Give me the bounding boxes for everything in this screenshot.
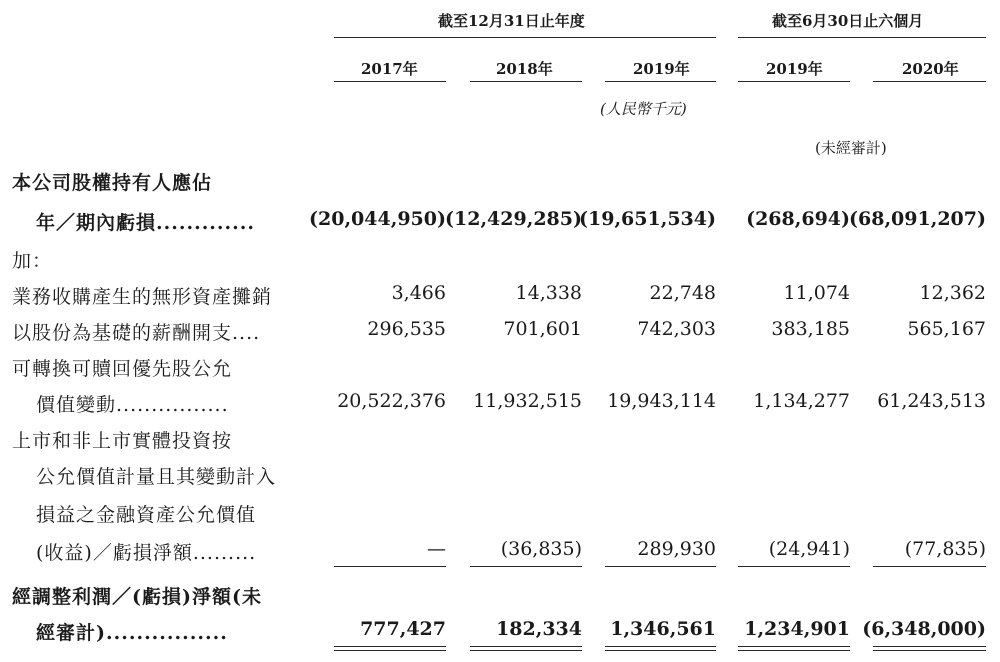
year-rule-2020-h1	[873, 81, 986, 82]
value-fv-investments-2017: —	[427, 538, 446, 560]
value-amortization-2017: 3,466	[391, 282, 446, 304]
row-label-fv-investments-line1: 上市和非上市實體投資按	[12, 430, 233, 452]
value-loss-2019: (19,651,534)	[579, 208, 716, 230]
value-share-comp-2020-h1: 565,167	[907, 318, 986, 340]
header-group-year-end: 截至12月31日止年度	[438, 12, 585, 30]
value-fv-investments-2020-h1: (77,835)	[904, 538, 986, 560]
header-group-six-months-rule	[738, 37, 986, 38]
year-rule-2018	[470, 81, 582, 82]
value-fv-preferred-2019-h1: 1,134,277	[753, 390, 850, 412]
row-label-amortization: 業務收購產生的無形資產攤銷	[12, 286, 273, 308]
subtotal-rule-2019	[605, 566, 716, 567]
value-fv-investments-2019: 289,930	[637, 538, 716, 560]
subtotal-rule-2018	[470, 566, 582, 567]
value-share-comp-2017: 296,535	[367, 318, 446, 340]
total-double-rule-2017	[334, 646, 446, 651]
row-label-add: 加：	[12, 250, 53, 272]
value-adjusted-2017: 777,427	[360, 618, 446, 640]
subtotal-rule-2017	[334, 566, 446, 567]
value-loss-2020-h1: (68,091,207)	[849, 208, 986, 230]
value-fv-preferred-2019: 19,943,114	[607, 390, 716, 412]
value-share-comp-2018: 701,601	[503, 318, 582, 340]
year-header-2019-h1: 2019年	[766, 60, 823, 78]
subtotal-rule-2020-h1	[873, 566, 986, 567]
year-rule-2019-h1	[738, 81, 850, 82]
value-loss-2018: (12,429,285)	[445, 208, 582, 230]
value-adjusted-2019-h1: 1,234,901	[744, 618, 850, 640]
year-rule-2017	[334, 81, 446, 82]
header-group-year-end-rule	[334, 37, 716, 38]
value-fv-preferred-2020-h1: 61,243,513	[877, 390, 986, 412]
value-share-comp-2019-h1: 383,185	[771, 318, 850, 340]
unaudited-note: (未經審計)	[815, 139, 887, 157]
year-rule-2019	[605, 81, 716, 82]
value-fv-investments-2019-h1: (24,941)	[768, 538, 850, 560]
total-double-rule-2019	[605, 646, 716, 651]
value-fv-preferred-2018: 11,932,515	[473, 390, 582, 412]
row-label-share-comp: 以股份為基礎的薪酬開支....	[12, 322, 261, 344]
value-loss-2019-h1: (268,694)	[746, 208, 850, 230]
currency-unit: (人民幣千元)	[600, 100, 687, 118]
value-adjusted-2018: 182,334	[496, 618, 582, 640]
year-header-2018: 2018年	[496, 60, 553, 78]
row-label-loss-line2: 年／期內虧損.............	[36, 212, 255, 234]
value-amortization-2019: 22,748	[649, 282, 716, 304]
value-amortization-2020-h1: 12,362	[919, 282, 986, 304]
row-label-fv-investments-line2: 公允價值計量且其變動計入	[36, 466, 277, 488]
value-fv-investments-2018: (36,835)	[500, 538, 582, 560]
subtotal-rule-2019-h1	[738, 566, 850, 567]
total-double-rule-2020-h1	[873, 646, 986, 651]
row-label-fv-investments-line4: (收益)／虧損淨額.........	[36, 542, 257, 564]
year-header-2020-h1: 2020年	[902, 60, 959, 78]
header-group-six-months: 截至6月30日止六個月	[772, 12, 924, 30]
row-label-adjusted-line1: 經調整利潤／(虧損)淨額(未	[12, 586, 262, 608]
year-header-2017: 2017年	[361, 60, 418, 78]
value-amortization-2019-h1: 11,074	[783, 282, 850, 304]
total-double-rule-2019-h1	[738, 646, 850, 651]
value-fv-preferred-2017: 20,522,376	[337, 390, 446, 412]
row-label-fv-preferred-line1: 可轉換可贖回優先股公允	[12, 358, 233, 380]
year-header-2019: 2019年	[633, 60, 690, 78]
row-label-loss-line1: 本公司股權持有人應佔	[12, 172, 213, 194]
value-loss-2017: (20,044,950)	[309, 208, 446, 230]
row-label-adjusted-line2: 經審計)................	[36, 622, 228, 644]
value-amortization-2018: 14,338	[515, 282, 582, 304]
row-label-fv-investments-line3: 損益之金融資產公允價值	[36, 504, 257, 526]
value-share-comp-2019: 742,303	[637, 318, 716, 340]
row-label-fv-preferred-line2: 價值變動................	[36, 394, 229, 416]
total-double-rule-2018	[470, 646, 582, 651]
value-adjusted-2020-h1: (6,348,000)	[862, 618, 986, 640]
value-adjusted-2019: 1,346,561	[610, 618, 716, 640]
